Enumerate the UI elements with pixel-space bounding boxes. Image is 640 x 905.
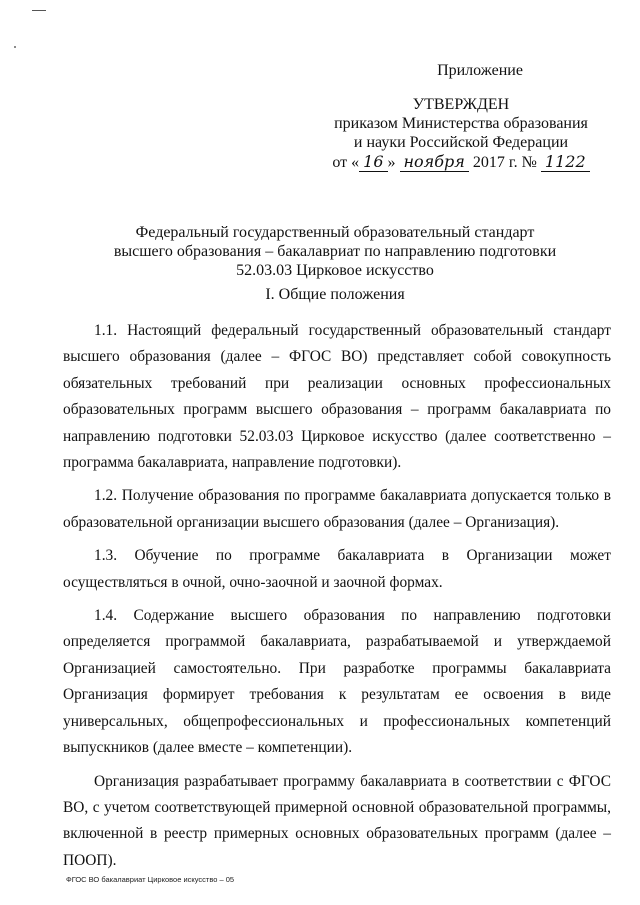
paragraph-organization: Организация разрабатывает программу бакалавриата в соответствии с ФГОС ВО, с учетом соответствующей примерной основной образовательной программы, включенной в реестр примерных основных образовательных программ (далее – ПООП).: [63, 772, 611, 869]
appendix-label: Приложение: [437, 62, 523, 79]
page-footer: ФГОС ВО бакалавриат Цирковое искусство – 05: [66, 875, 235, 884]
title-line-2: высшего образования – бакалавриат по направлению подготовки: [113, 243, 557, 260]
section-heading: I. Общие положения: [265, 286, 405, 303]
scan-mark: [32, 10, 46, 11]
paragraph-1-2: 1.2. Получение образования по программе бакалавриата допускается только в образовательной организации высшего образования (далее – Организация).: [63, 487, 611, 531]
scan-speck: [14, 46, 16, 48]
body-text: [63, 318, 611, 881]
date-prefix: от «: [332, 154, 360, 171]
order-line-2: и науки Российской Федерации: [353, 134, 569, 151]
date-year: 2017 г. №: [472, 154, 537, 171]
date-month: ноября: [400, 152, 469, 172]
date-sep: »: [387, 154, 396, 171]
paragraph-1-3: 1.3. Обучение по программе бакалавриата в Организации может осуществляться в очной, очно-заочной и заочной формах.: [63, 547, 611, 591]
paragraph-1-1: 1.1. Настоящий федеральный государственный образовательный стандарт высшего образования (далее – ФГОС ВО) представляет собой совокупность обязательных требований при реализации основных профессиональных образовательных программ высшего образования – программ бакалавриата по направлению подготовки 52.03.03 Цирковое искусство (далее соответственно – программа бакалавриата, направление подготовки).: [63, 322, 611, 472]
title-line-1: Федеральный государственный образовательный стандарт: [135, 224, 535, 241]
order-number: 1122: [541, 152, 590, 172]
paragraph-1-4: 1.4. Содержание высшего образования по направлению подготовки определяется программой бакалавриата, разрабатываемой и утверждаемой Организацией самостоятельно. При разработке программы бакалавриата Организация формирует требования к результатам ее освоения в виде универсальных, общепрофессиональных и профессиональных компетенций выпускников (далее вместе – компетенции).: [63, 607, 611, 757]
order-date-line: [330, 152, 592, 172]
title-line-3: 52.03.03 Цирковое искусство: [236, 262, 434, 279]
approval-block: [330, 95, 592, 172]
approved-label: УТВЕРЖДЕН: [412, 96, 510, 113]
order-line-1: приказом Министерства образования: [334, 115, 588, 132]
document-title: [60, 223, 610, 280]
date-day: 16: [359, 152, 387, 172]
